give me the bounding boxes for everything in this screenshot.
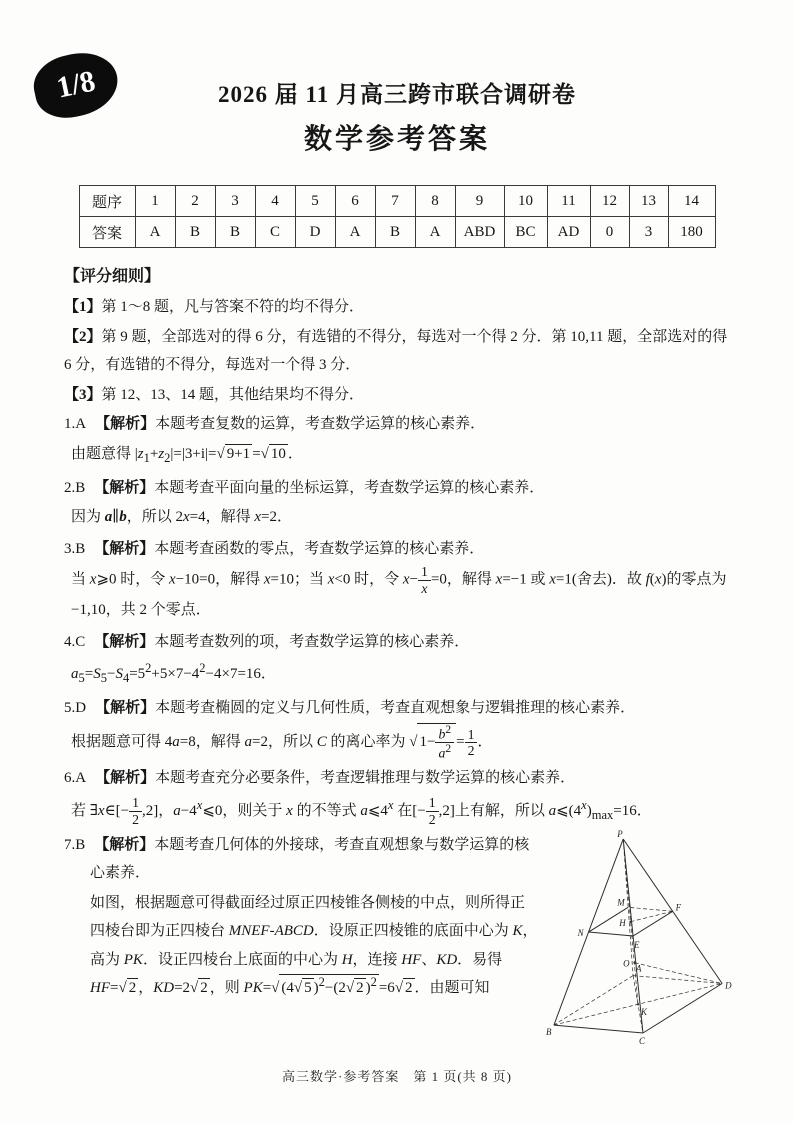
solution-item-2 — [64, 474, 734, 532]
answer-cell: C — [255, 217, 295, 248]
analysis-tag: 【解析】 — [95, 699, 156, 716]
answer-cell: ABD — [455, 217, 504, 248]
solution-item-5 — [64, 694, 734, 762]
solution-head — [64, 410, 734, 439]
solution-detail: 若 ∃x∈[− $\frac{1}{2}$ ,2]，$a-4^x⩽0$，则关于 x 的不等式 a⩽4$^x$ 在[− $\frac{1}{2}$ ,2]上有解，所以 $a⩽(4^x)_{max}=16$． — [71, 795, 652, 827]
analysis-text: 本题考查数列的项，考查数学运算的核心素养． — [154, 633, 470, 650]
answer-cell: 180 — [668, 217, 715, 248]
vertex-label-k: K — [641, 1006, 647, 1017]
vertex-label-c: C — [639, 1035, 645, 1046]
analysis-tag: 【解析】 — [95, 416, 156, 433]
question-number-cell: 3 — [215, 186, 255, 217]
rule-text: 第 12、13、14 题，其他结果均不得分． — [101, 386, 365, 403]
solution-item-7 — [64, 828, 734, 1058]
solution-detail: 如图，根据题意可得截面经过原正四棱锥各侧棱的中点，则所得正四棱台即为正四棱台 MNEF-ABCD．设原正四棱锥的底面中心为 K，高为 PK．设正四棱台上底面的中心为 H，连接 HF、KD．易得 HF= √ 2 ，KD=2 √ 2 ，则 PK= √ (4 √ 5 )$^2$−(2 √ 2 )$^2$ =6 √ 2 ．由题可知 — [64, 889, 734, 1003]
scoring-rule-3 — [64, 381, 734, 410]
answer-cell: B — [175, 217, 215, 248]
answer-cell: B — [375, 217, 415, 248]
rule-tag: 【3】 — [64, 386, 102, 403]
solution-item-3 — [64, 535, 734, 625]
solution-detail: 根据题意可得 4a=8，解得 a=2，所以 C 的离心率为 √ 1− $\frac{b^2}{a^2}$ = $\frac{1}{2}$ ． — [64, 723, 734, 761]
solution-detail: $a_5=S_5-S_4=5^2+5\times 7-4^2-4\times 7=16$． — [71, 661, 276, 686]
question-number-cell: 13 — [629, 186, 668, 217]
page-footer: 高三数学·参考答案 第 1 页(共 8 页) — [282, 1069, 512, 1084]
solution-item-1 — [64, 410, 734, 470]
solution-head — [64, 628, 734, 657]
analysis-text: 本题考查平面向量的坐标运算，考查数学运算的核心素养． — [154, 479, 545, 496]
analysis-tag: 【解析】 — [94, 633, 155, 650]
question-number-cell: 9 — [455, 186, 504, 217]
solution-head — [64, 764, 734, 793]
question-number-cell: 1 — [135, 186, 175, 217]
answer-cell: 0 — [590, 217, 629, 248]
row-header-numbers: 题序 — [79, 186, 135, 217]
question-number-cell: 6 — [335, 186, 375, 217]
vertex-label-h: H — [619, 917, 626, 928]
answer-cell: 3 — [629, 217, 668, 248]
solution-head — [64, 694, 734, 723]
question-number-row — [79, 186, 715, 217]
solution-number: 3.B — [64, 540, 86, 557]
vertex-label-n: N — [577, 927, 584, 938]
answer-cell: D — [295, 217, 335, 248]
pyramid-diagram — [546, 827, 736, 1047]
solution-detail: 当 x⩾0 时，令 x−10=0，解得 x=10；当 x<0 时，令 x− $\frac{1}{x}$ =0，解得 x=−1 或 x=1(舍去)．故 f(x)的零点为−1,10，共 2 个零点． — [71, 564, 727, 619]
question-number-cell: 4 — [255, 186, 295, 217]
question-number-cell: 7 — [375, 186, 415, 217]
solution-number: 2.B — [64, 479, 86, 496]
question-number-cell: 2 — [175, 186, 215, 217]
solution-number: 4.C — [64, 633, 86, 650]
answer-cell: A — [135, 217, 175, 248]
vertex-label-b: B — [546, 1026, 552, 1037]
row-header-answers: 答案 — [79, 217, 135, 248]
rule-tag: 【2】 — [64, 328, 102, 345]
answer-cell: A — [335, 217, 375, 248]
answer-cell: A — [415, 217, 455, 248]
solution-head — [64, 474, 734, 503]
vertex-label-o: O — [623, 958, 630, 969]
solution-number: 1.A — [64, 416, 87, 433]
solution-detail: 由题意得 $|z_1+z_2|=|3+i|=$ √ 9+1 = √ 10 ． — [64, 440, 734, 471]
vertex-label-m: M — [617, 896, 625, 907]
analysis-tag: 【解析】 — [94, 836, 155, 853]
page-badge-text: 1/8 — [53, 64, 99, 105]
question-number-cell: 11 — [547, 186, 590, 217]
solution-detail: 因为 a∥b，所以 2x=4，解得 x=2． — [71, 509, 292, 526]
answer-key-table — [79, 185, 716, 248]
answer-row — [79, 217, 715, 248]
question-number-cell: 14 — [668, 186, 715, 217]
vertex-label-e: E — [634, 939, 640, 950]
answer-cell: BC — [504, 217, 547, 248]
vertex-label-f: F — [675, 901, 682, 912]
solutions-content — [0, 248, 794, 1057]
analysis-tag: 【解析】 — [94, 479, 155, 496]
vertex-label-d: D — [725, 980, 732, 991]
question-number-cell: 10 — [504, 186, 547, 217]
solution-number: 7.B — [64, 836, 86, 853]
rule-text: 第 9 题，全部选对的得 6 分，有选错的不得分，每选对一个得 2 分．第 10,11 题，全部选对的得 6 分，有选错的不得分，每选对一个得 3 分． — [64, 328, 728, 374]
analysis-text: 本题考查函数的零点，考查数学运算的核心素养． — [154, 540, 485, 557]
solution-number: 5.D — [64, 699, 87, 716]
solution-head — [64, 535, 734, 564]
analysis-tag: 【解析】 — [95, 770, 156, 787]
scoring-rule-1 — [64, 293, 734, 322]
analysis-text: 本题考查复数的运算，考查数学运算的核心素养． — [155, 416, 486, 433]
analysis-tag: 【解析】 — [94, 540, 155, 557]
analysis-text: 本题考查几何体的外接球，考查直观想象与数学运算的核心素养． — [90, 836, 530, 882]
exam-title: 2026 届 11 月高三跨市联合调研卷 — [218, 82, 576, 107]
answer-cell: B — [215, 217, 255, 248]
answer-key-title: 数学参考答案 — [303, 124, 490, 155]
question-number-cell: 8 — [415, 186, 455, 217]
scoring-section-title: 【评分细则】 — [64, 268, 161, 285]
analysis-text: 本题考查充分必要条件，考查逻辑推理与数学运算的核心素养． — [155, 770, 576, 787]
answer-cell: AD — [547, 217, 590, 248]
vertex-label-a: A — [636, 963, 642, 974]
solution-item-4 — [64, 628, 734, 691]
question-number-cell: 12 — [590, 186, 629, 217]
question-number-cell: 5 — [295, 186, 335, 217]
solution-item-6 — [64, 764, 734, 827]
solution-number: 6.A — [64, 770, 87, 787]
rule-text: 第 1～8 题，凡与答案不符的均不得分． — [101, 299, 365, 316]
scoring-rule-2 — [64, 323, 734, 380]
analysis-text: 本题考查椭圆的定义与几何性质，考查直观想象与逻辑推理的核心素养． — [155, 699, 636, 716]
rule-tag: 【1】 — [64, 299, 102, 316]
pyramid-figure — [546, 827, 742, 1058]
vertex-label-p: P — [617, 828, 623, 839]
